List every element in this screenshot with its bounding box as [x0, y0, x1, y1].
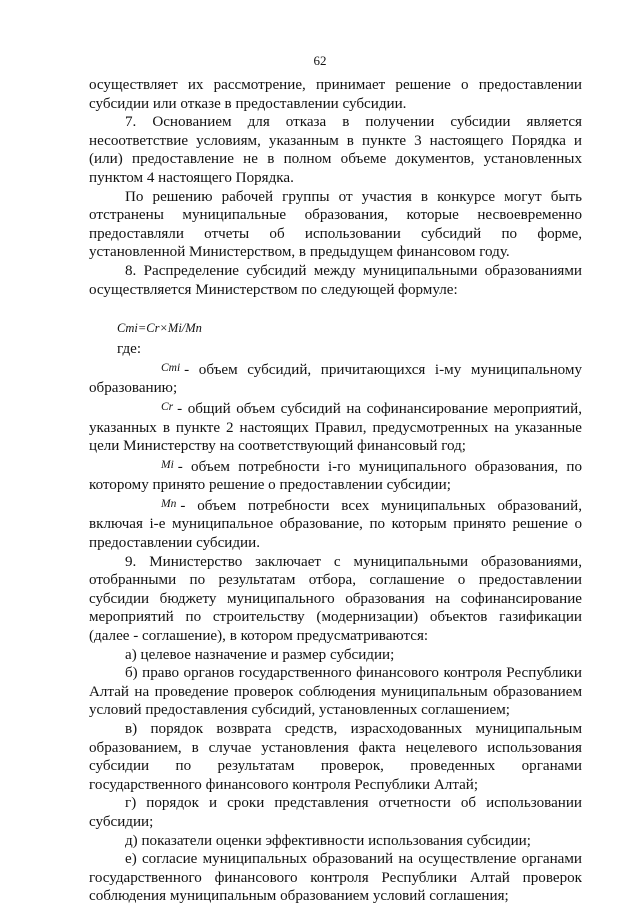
- definition-cr: [89, 398, 582, 456]
- definition-cmi: [89, 359, 582, 398]
- list-item-d: д) показатели оценки эффективности использования субсидии;: [125, 832, 531, 849]
- symbol-cr: Cr: [161, 400, 174, 413]
- definition-mn-text: - объем потребности всех муниципальных образований, включая i-е муниципальное образование, по которым принято решение о предоставлении субсидии.: [89, 497, 582, 552]
- document-body: [89, 76, 582, 906]
- symbol-mi: Mi: [161, 458, 174, 471]
- paragraph-continuation: осуществляет их рассмотрение, принимает решение о предоставлении субсидии или отказе в предоставлении субсидии.: [89, 77, 582, 112]
- definition-cmi-text: - объем субсидий, причитающихся i-му муниципальному образованию;: [89, 361, 582, 397]
- list-item-v: в) порядок возврата средств, израсходованных муниципальным образованием, в случае установления факта нецелевого использования субсидии по результатам проверок, проведенных органами государственного финансового контроля Республики Алтай;: [89, 721, 582, 793]
- distribution-formula: Cmi=Cr×Mi/Mn: [117, 321, 202, 336]
- symbol-mn: Mn: [161, 497, 177, 510]
- paragraph-clause-7: 7. Основанием для отказа в получении субсидии является несоответствие условиям, указанным в пункте 3 настоящего Порядка и (или) предоставление не в полном объеме документов, установленных пунктом 4 настоящего Порядка.: [89, 114, 582, 186]
- paragraph-clause-9: 9. Министерство заключает с муниципальными образованиями, отобранными по результатам отбора, соглашение о предоставлении субсидии бюджету муниципального образования на софинансирование мероприятий по строительству (модернизации) объектов газификации (далее - соглашение), в котором предусматриваются:: [89, 553, 582, 645]
- symbol-cmi: Cmi: [161, 361, 181, 374]
- paragraph-working-group: По решению рабочей группы от участия в конкурсе могут быть отстранены муниципальные образования, которые несвоевременно предоставляли отчеты об использовании субсидий по форме, установленной Министерством, в предыдущем финансовом году.: [89, 188, 582, 261]
- list-item-a: а) целевое назначение и размер субсидии;: [125, 646, 395, 663]
- definition-mi-text: - объем потребности i-го муниципального образования, по которому принято решение о предоставлении субсидии;: [89, 458, 582, 494]
- where-label: где:: [117, 341, 142, 358]
- list-item-g: г) порядок и сроки представления отчетности об использовании субсидии;: [89, 795, 582, 830]
- paragraph-clause-8: 8. Распределение субсидий между муниципальными образованиями осуществляется Министерством по следующей формуле:: [89, 262, 582, 298]
- definition-mi: [89, 456, 582, 495]
- list-item-b: б) право органов государственного финансового контроля Республики Алтай на проведение проверок соблюдения муниципальным образованием условий предоставления субсидий, установленных соглашением;: [89, 665, 582, 719]
- page-number: 62: [313, 53, 327, 68]
- definition-cr-text: - общий объем субсидий на софинансирование мероприятий, указанных в пункте 2 настоящих Правил, предусмотренных на указанные цели Министерству на соответствующий финансовый год;: [89, 400, 582, 455]
- definition-mn: [89, 495, 582, 553]
- list-item-e: е) согласие муниципальных образований на осуществление органами государственного финансового контроля Республики Алтай проверок соблюдения муниципальным образованием условий соглашения;: [89, 851, 582, 905]
